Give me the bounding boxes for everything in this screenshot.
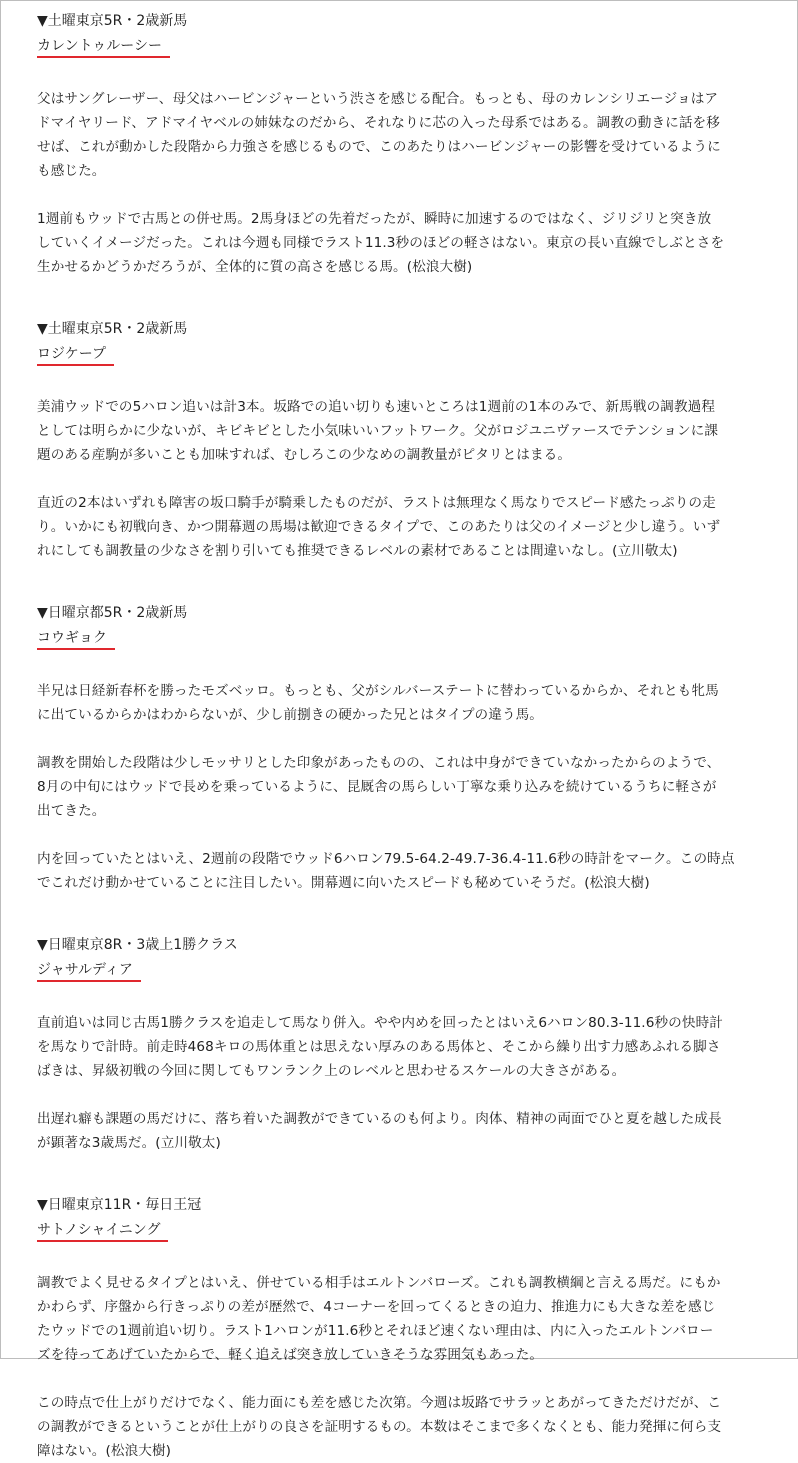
horse-name: カレントゥルーシー <box>37 36 170 58</box>
commentary-line: が顕著な3歳馬だ。(立川敬太) <box>37 1135 221 1151</box>
commentary-line: 美浦ウッドでの5ハロン追いは計3本。坂路での追い切りも速いところは1週前の1本のみで、新馬戦の調教過程 <box>37 399 716 415</box>
race-entry <box>37 935 767 1155</box>
race-heading: ▼日曜東京11R・毎日王冠 <box>37 1197 202 1213</box>
horse-name: コウギョク <box>37 628 115 650</box>
race-heading: ▼土曜東京5R・2歳新馬 <box>37 13 188 29</box>
commentary-line: を馬なりで計時。前走時468キロの馬体重とは思えない厚みのある馬体と、そこから繰り出す力感あふれる脚さ <box>37 1039 721 1055</box>
race-heading: ▼日曜東京8R・3歳上1勝クラス <box>37 937 238 953</box>
horse-name: ジャサルディア <box>37 960 141 982</box>
commentary-line: ドマイヤリード、アドマイヤベルの姉妹なのだから、それなりに芯の入った母系ではある。調教の動きに話を移 <box>37 115 720 131</box>
commentary-line: 父はサングレーザー、母父はハービンジャーという渋さを感じる配合。もっとも、母のカレンシリエージョはア <box>37 91 719 107</box>
race-entry <box>37 603 767 895</box>
commentary-line: していくイメージだった。これは今週も同様でラスト11.3秒のほどの軽さはない。東京の長い直線でしぶとさを <box>37 235 725 251</box>
commentary-line: 生かせるかどうかだろうが、全体的に質の高さを感じる馬。(松浪大樹) <box>37 259 473 275</box>
entries-list <box>37 11 767 1463</box>
commentary-line: たウッドでの1週前追い切り。ラスト1ハロンが11.6秒とそれほど速くない理由は、内に入ったエルトンバロー <box>37 1323 714 1339</box>
horse-name: サトノシャイニング <box>37 1220 168 1242</box>
commentary-line: 題のある産駒が多いことも加味すれば、むしろこの少なめの調教量がピタリとはまる。 <box>37 447 572 463</box>
commentary-line: かわらず、序盤から行きっぷりの差が歴然で、4コーナーを回ってくるときの迫力、推進力にも大きな差を感じ <box>37 1299 716 1315</box>
commentary-line: せば、これが動かした段階から力強さを感じるもので、このあたりはハービンジャーの影響を受けているように <box>37 139 721 155</box>
commentary-line: この時点で仕上がりだけでなく、能力面にも差を感じた次第。今週は坂路でサラッとあがってきただけだが、こ <box>37 1395 722 1411</box>
commentary-line: に出ているからかはわからないが、少し前捌きの硬かった兄とはタイプの違う馬。 <box>37 707 543 723</box>
race-entry <box>37 1195 767 1463</box>
commentary-line: でこれだけ動かせていることに注目したい。開幕週に向いたスピードも秘めていそうだ。(松浪大樹) <box>37 875 650 891</box>
commentary-line: 調教を開始した段階は少しモッサリとした印象があったものの、これは中身ができていなかったからのようで、 <box>37 755 721 771</box>
commentary-line: 出てきた。 <box>37 803 106 819</box>
commentary-line: ばきは、昇級初戦の今回に関してもワンランク上のレベルと思わせるスケールの大きさがある。 <box>37 1063 626 1079</box>
commentary-line: ズを待ってあげていたからで、軽く追えば突き放していきそうな雰囲気もあった。 <box>37 1347 544 1363</box>
race-entry <box>37 11 767 279</box>
commentary-line: 半兄は日経新春杯を勝ったモズベッロ。もっとも、父がシルバーステートに替わっているからか、それとも牝馬 <box>37 683 719 699</box>
race-heading: ▼土曜東京5R・2歳新馬 <box>37 321 188 337</box>
commentary-line: 障はない。(松浪大樹) <box>37 1443 172 1459</box>
commentary-line: 8月の中旬にはウッドで長めを乗っているように、昆厩舎の馬らしい丁寧な乗り込みを続けているうちに軽さが <box>37 779 717 795</box>
commentary-line: 直前追いは同じ古馬1勝クラスを追走して馬なり併入。やや内めを回ったとはいえ6ハロン80.3-11.6秒の快時計 <box>37 1015 723 1031</box>
commentary-line: の調教ができるということが仕上がりの良さを証明するもの。本数はそこまで多くなくとも、能力発揮に何ら支 <box>37 1419 722 1435</box>
commentary-line: 直近の2本はいずれも障害の坂口騎手が騎乗したものだが、ラストは無理なく馬なりでスピード感たっぷりの走 <box>37 495 716 511</box>
commentary-line: れにしても調教量の少なさを割り引いても推奨できるレベルの素材であることは間違いなし。(立川敬太) <box>37 543 678 559</box>
commentary-line: 出遅れ癖も課題の馬だけに、落ち着いた調教ができているのも何より。肉体、精神の両面でひと夏を越した成長 <box>37 1111 722 1127</box>
commentary-line: も感じた。 <box>37 163 106 179</box>
horse-name: ロジケープ <box>37 344 114 366</box>
race-entry <box>37 319 767 563</box>
commentary-line: 調教でよく見せるタイプとはいえ、併せている相手はエルトンバローズ。これも調教横綱と言える馬だ。にもか <box>37 1275 721 1291</box>
commentary-line: としては明らかに少ないが、キビキビとした小気味いいフットワーク。父がロジユニヴァースでテンションに課 <box>37 423 719 439</box>
commentary-line: 1週前もウッドで古馬との併せ馬。2馬身ほどの先着だったが、瞬時に加速するのではなく、ジリジリと突き放 <box>37 211 712 227</box>
race-heading: ▼日曜京都5R・2歳新馬 <box>37 605 188 621</box>
commentary-line: 内を回っていたとはいえ、2週前の段階でウッド6ハロン79.5-64.2-49.7-36.4-11.6秒の時計をマーク。この時点 <box>37 851 735 867</box>
commentary-line: り。いかにも初戦向き、かつ開幕週の馬場は歓迎できるタイプで、このあたりは父のイメージと少し違う。いず <box>37 519 721 535</box>
